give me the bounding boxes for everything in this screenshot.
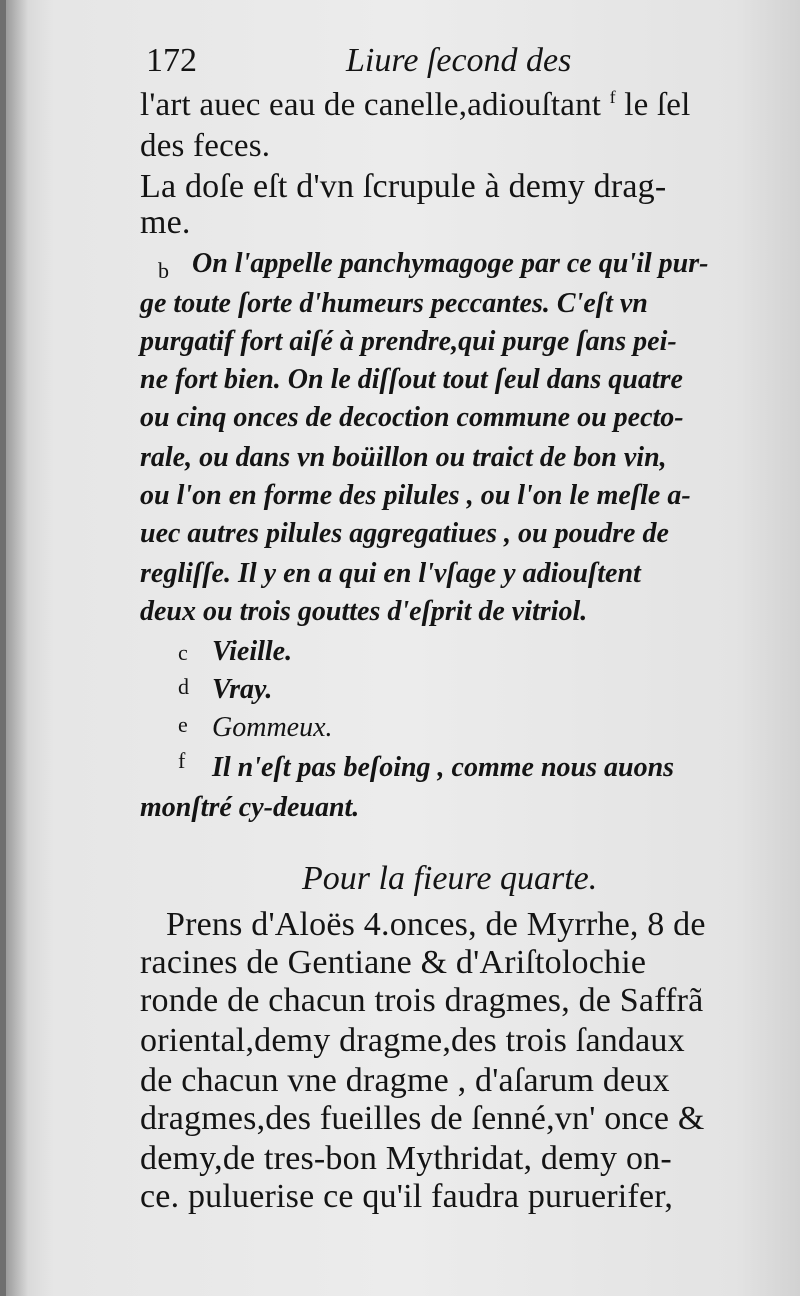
page-gutter-shadow: [6, 0, 28, 1296]
note-b-line: regliſſe. Il y en a qui en l'vſage y adiouſtent: [140, 558, 641, 589]
body-line: La doſe eſt d'vn ſcrupule à demy drag-: [140, 168, 667, 205]
note-b-line: ou cinq onces de decoction commune ou pecto-: [140, 402, 684, 433]
body-text: le ſel: [624, 87, 691, 123]
note-b-line: deux ou trois gouttes d'eſprit de vitriol.: [140, 596, 588, 627]
section-line: Prens d'Aloës 4.onces, de Myrrhe, 8 de: [166, 906, 706, 943]
note-e-text: Gommeux.: [212, 712, 333, 743]
note-b-line: On l'appelle panchymagoge par ce qu'il pur-: [192, 248, 709, 279]
book-page: [6, 0, 800, 1296]
note-mark-f: f: [178, 748, 186, 773]
section-line: oriental,demy dragme,des trois ſandaux: [140, 1022, 685, 1059]
note-b-line: ou l'on en forme des pilules , ou l'on le meſle a-: [140, 480, 691, 511]
note-b-line: rale, ou dans vn boüillon ou traict de bon vin,: [140, 442, 667, 473]
note-marker-f: f: [609, 87, 616, 107]
section-line: de chacun vne dragme , d'aſarum deux: [140, 1062, 670, 1099]
note-mark-c: c: [178, 640, 188, 665]
note-b-line: purgatif fort aiſé à prendre,qui purge ſans pei-: [140, 326, 677, 357]
body-text: l'art auec eau de canelle,adiouſtant: [140, 87, 602, 123]
running-title: Liure ſecond des: [346, 42, 572, 79]
note-f-line: monſtré cy-deuant.: [140, 792, 360, 823]
note-b-line: ne fort bien. On le diſſout tout ſeul dans quatre: [140, 364, 683, 395]
body-line: me.: [140, 204, 191, 241]
note-mark-d: d: [178, 674, 189, 699]
page-header: [146, 42, 746, 86]
note-mark-b: b: [158, 258, 169, 283]
section-line: demy,de tres-bon Mythridat, demy on-: [140, 1140, 672, 1177]
note-d-text: Vray.: [212, 674, 273, 705]
section-line: racines de Gentiane & d'Ariſtolochie: [140, 944, 647, 981]
section-title: Pour la fieure quarte.: [302, 860, 598, 897]
note-mark-e: e: [178, 712, 188, 737]
note-b-line: uec autres pilules aggregatiues , ou poudre de: [140, 518, 669, 549]
section-line: dragmes,des fueilles de ſenné,vn' once &: [140, 1100, 705, 1137]
note-c-text: Vieille.: [212, 636, 293, 667]
body-line: [140, 88, 691, 122]
section-line: ce. puluerise ce qu'il faudra puruerifer,: [140, 1178, 674, 1215]
page-number: 172: [146, 42, 197, 79]
note-f-line: Il n'eſt pas beſoing , comme nous auons: [212, 752, 675, 783]
note-b-line: ge toute ſorte d'humeurs peccantes. C'eſt vn: [140, 288, 648, 319]
body-line: des feces.: [140, 128, 271, 164]
section-line: ronde de chacun trois dragmes, de Saffrã: [140, 982, 704, 1019]
